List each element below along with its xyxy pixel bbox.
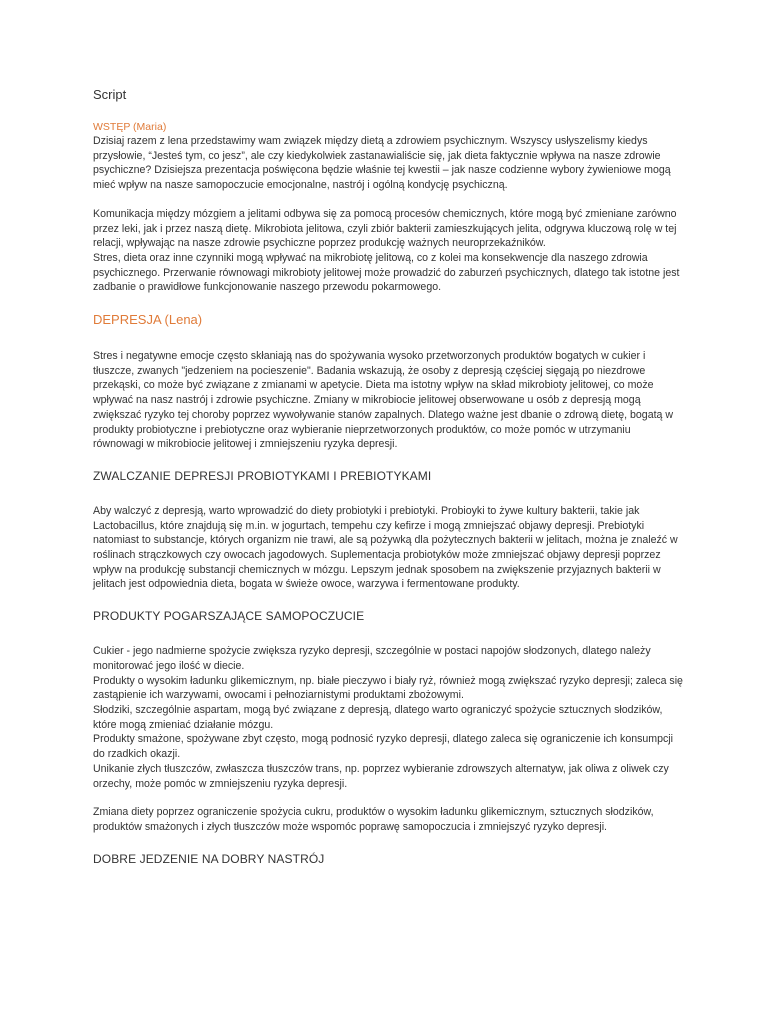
depression-heading: DEPRESJA (Lena) <box>93 312 203 328</box>
bad-products-heading: PRODUKTY POGARSZAJĄCE SAMOPOCZUCIE <box>93 609 365 624</box>
bad-products-summary: Zmiana diety poprzez ograniczenie spożycia cukru, produktów o wysokim ładunku glikemicznym, sztucznych słodzików, produktów smażonych i złych tłuszczów może wspomóc poprawę samopoczucia i zmniejszyć ryzyko depresji. <box>93 806 654 833</box>
probiotics-paragraph: Aby walczyć z depresją, warto wprowadzić do diety probiotyki i prebiotyki. Probioyki to żywe kultury bakterii, takie jak Lactobacillus, które znajdują się m.in. w jogurtach, tempehu czy kefirze i mogą zmniejszać objawy depresji. Prebiotyki natomiast to substancje, których organizm nie trawi, ale są pożywką dla pożytecznych bakterii w jelitach, można je znaleźć w roślinach strączkowych czy owocach jagodowych. Suplementacja probiotyków może zmniejszać objawy depresji poprzez wpływ na produkcję substancji chemicznych w mózgu. Lepszym jednak sposobem na zwiększenie przyjaznych bakterii w jelitach jest odpowiednia dieta, bogata w świeże owoce, warzywa i fermentowane produkty. <box>93 504 678 591</box>
bad-products-line-1: Cukier - jego nadmierne spożycie zwiększa ryzyko depresji, szczególnie w postaci napojów słodzonych, dlatego należy monitorować jego ilość w diecie. <box>93 645 651 672</box>
depression-paragraph: Stres i negatywne emocje często skłaniają nas do spożywania wysoko przetworzonych produktów bogatych w cukier i tłuszcze, zwanych "jedzeniem na pocieszenie". Badania wskazują, że osoby z depresją częściej sięgają po niezdrowe przekąski, co może być związane z zmianami w apetycie. Dieta ma istotny wpływ na skład mikrobioty jelitowej, co może wpływać na nasz nastrój i zdrowie psychiczne. Zmiany w mikrobiocie jelitowej obserwowane u osób z depresją mogą zwiększać ryzyko tej choroby poprzez wywoływanie stanów zapalnych. Dlatego ważne jest dbanie o zdrową dietę, bogatą w produkty probiotyczne i prebiotyczne oraz wybieranie nieprzetworzonych produktów, co może pomóc w utrzymaniu równowagi w mikrobiocie jelitowej i zmniejszeniu ryzyka depresji. <box>93 350 674 451</box>
intro-paragraph-2: Komunikacja między mózgiem a jelitami odbywa się za pomocą procesów chemicznych, które mogą być zmieniane zarówno przez leki, jak i przez naszą dietę. Mikrobiota jelitowa, czyli zbiór bakterii zamieszkujących jelita, odgrywa kluczową rolę w tej relacji, wpływając na nasze zdrowie psychiczne poprzez produkcję ważnych neuroprzekaźników. <box>93 207 677 250</box>
section-good-food <box>93 851 683 867</box>
intro-paragraph-3: Stres, dieta oraz inne czynniki mogą wpływać na mikrobiotę jelitową, co z kolei ma konsekwencje dla naszego zdrowia psychicznego. Przerwanie równowagi mikrobioty jelitowej może prowadzić do zaburzeń psychicznych, dlatego tak istotne jest zadbanie o prawidłowe funkcjonowanie naszego przewodu pokarmowego. <box>93 251 680 294</box>
section-probiotics <box>93 468 683 592</box>
bad-products-line-3: Słodziki, szczególnie aspartam, mogą być związane z depresją, dlatego warto ograniczyć spożycie sztucznych słodzików, które mogą zmieniać działanie mózgu. <box>93 703 663 731</box>
bad-products-line-4: Produkty smażone, spożywane zbyt często, mogą podnosić ryzyko depresji, dlatego zaleca się ograniczenie ich konsumpcji do rzadkich okazji. <box>93 733 674 761</box>
probiotics-heading: ZWALCZANIE DEPRESJI PROBIOTYKAMI I PREBIOTYKAMI <box>93 468 432 483</box>
section-intro <box>93 120 683 295</box>
section-bad-products <box>93 608 683 834</box>
bad-products-line-2: Produkty o wysokim ładunku glikemicznym, np. białe pieczywo i biały ryż, również mogą zwiększać ryzyko depresji; zaleca się zastąpienie ich warzywami, owocami i pełnoziarnistymi produktami zbożowymi. <box>93 674 683 702</box>
document-title: Script <box>93 87 127 102</box>
document-page <box>93 86 683 887</box>
good-food-heading: DOBRE JEDZENIE NA DOBRY NASTRÓJ <box>93 851 325 866</box>
section-depression <box>93 311 683 452</box>
intro-paragraph-1: Dzisiaj razem z lena przedstawimy wam związek między dietą a zdrowiem psychicznym. Wszyscy usłyszelismy kiedys przysłowie, “Jesteś tym, co jesz”, ale czy kiedykolwiek zastanawialiście się, jak dieta faktycznie wpływa na nasze zdrowie psychiczne? Dzisiejsza prezentacja poświęcona będzie właśnie tej kwestii – jak nasze codzienne wybory żywieniowe mogą mieć wpływ na nasze samopoczucie emocjonalne, nastrój i ogólną kondycję psychiczną. <box>93 135 671 192</box>
intro-label: WSTĘP (Maria) <box>93 121 167 133</box>
bad-products-line-5: Unikanie złych tłuszczów, zwłaszcza tłuszczów trans, np. poprzez wybieranie zdrowszych alternatyw, jak oliwa z oliwek czy orzechy, może pomóc w zmniejszeniu ryzyka depresji. <box>93 762 669 790</box>
